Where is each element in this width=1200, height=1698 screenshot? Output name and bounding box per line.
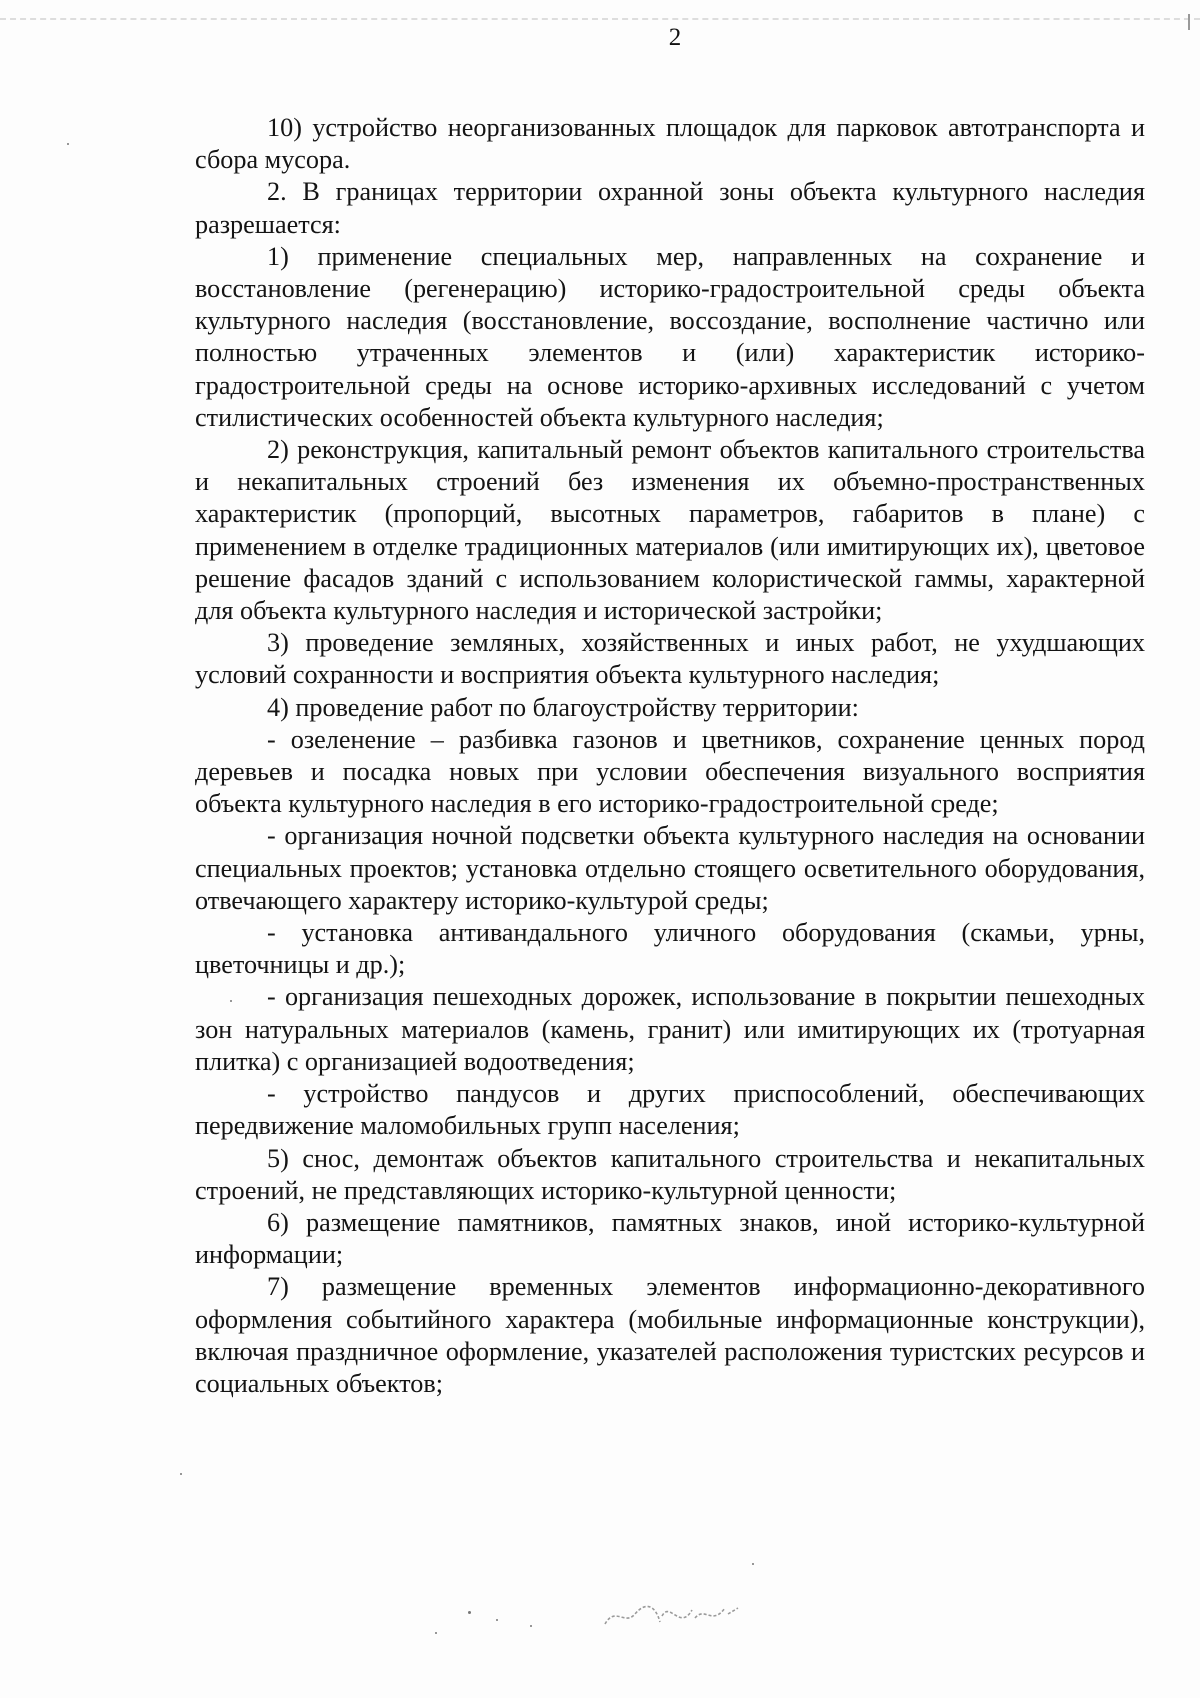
paragraph-item-10: 10) устройство неорганизованных площадок для парковок автотранспорта и сбора мусора. [195, 113, 1145, 175]
signature-scribble-icon [600, 1596, 750, 1636]
paragraph-street-equipment: - установка антивандального уличного оборудования (скамьи, урны, цветочницы и др.); [195, 918, 1145, 980]
scan-speck [496, 1619, 498, 1621]
document-body [195, 112, 1145, 1400]
scan-speck [230, 1000, 232, 1002]
paragraph-landscaping: - озеленение – разбивка газонов и цветников, сохранение ценных пород деревьев и посадка новых при условии обеспечения визуального восприятия объекта культурного наследия в его историко-градостроительной среде; [195, 724, 1145, 819]
paragraph-item-1: 1) применение специальных мер, направленных на сохранение и восстановление (регенерацию) историко-градостроительной среды объекта культурного наследия (восстановление, воссоздание, восполнение частично или полностью утраченных элементов и (или) характеристик историко-градостроительной среды на основе историко-архивных исследований с учетом стилистических особенностей объекта культурного наследия; [195, 241, 1145, 432]
paragraph-item-6: 6) размещение памятников, памятных знаков, иной историко-культурной информации; [195, 1207, 1145, 1270]
scan-top-edge [0, 18, 1200, 20]
paragraph-item-2: 2) реконструкция, капитальный ремонт объектов капитального строительства и некапитальных строений без изменения их объемно-пространственных характеристик (пропорций, высотных параметров, габаритов в плане) с применением в отделке традиционных материалов (или имитирующих их), цветовое решение фасадов зданий с использованием колористической гаммы, характерной для объекта культурного наследия и исторической застройки; [195, 435, 1145, 626]
scan-speck [468, 1611, 471, 1614]
scan-speck [67, 143, 69, 145]
paragraph-ramps: - устройство пандусов и других приспособлений, обеспечивающих передвижение маломобильных групп населения; [195, 1079, 1145, 1141]
paragraph-walkways: - организация пешеходных дорожек, использование в покрытии пешеходных зон натуральных материалов (камень, гранит) или имитирующих их (тротуарная плитка) с организацией водоотведения; [195, 982, 1145, 1076]
scan-speck [435, 1632, 437, 1634]
paragraph-item-4: 4) проведение работ по благоустройству территории: [267, 692, 859, 722]
scan-speck [530, 1625, 532, 1627]
paragraph-section-2: 2. В границах территории охранной зоны объекта культурного наследия разрешается: [195, 177, 1145, 239]
paragraph-item-7: 7) размещение временных элементов информационно-декоративного оформления событийного характера (мобильные информационные конструкции), включая праздничное оформление, указателей расположения туристских ресурсов и социальных объектов; [195, 1272, 1145, 1398]
scan-speck [180, 1473, 182, 1475]
paragraph-item-5: 5) снос, демонтаж объектов капитального строительства и некапитальных строений, не представляющих историко-культурной ценности; [195, 1143, 1145, 1205]
paragraph-lighting: - организация ночной подсветки объекта культурного наследия на основании специальных проектов; установка отдельно стоящего осветительного оборудования, отвечающего характеру историко-культурой среды; [195, 821, 1145, 915]
scan-speck [752, 1563, 754, 1565]
paragraph-item-3: 3) проведение земляных, хозяйственных и иных работ, не ухудшающих условий сохранности и восприятия объекта культурного наследия; [195, 628, 1145, 690]
page-number: 2 [668, 24, 682, 51]
